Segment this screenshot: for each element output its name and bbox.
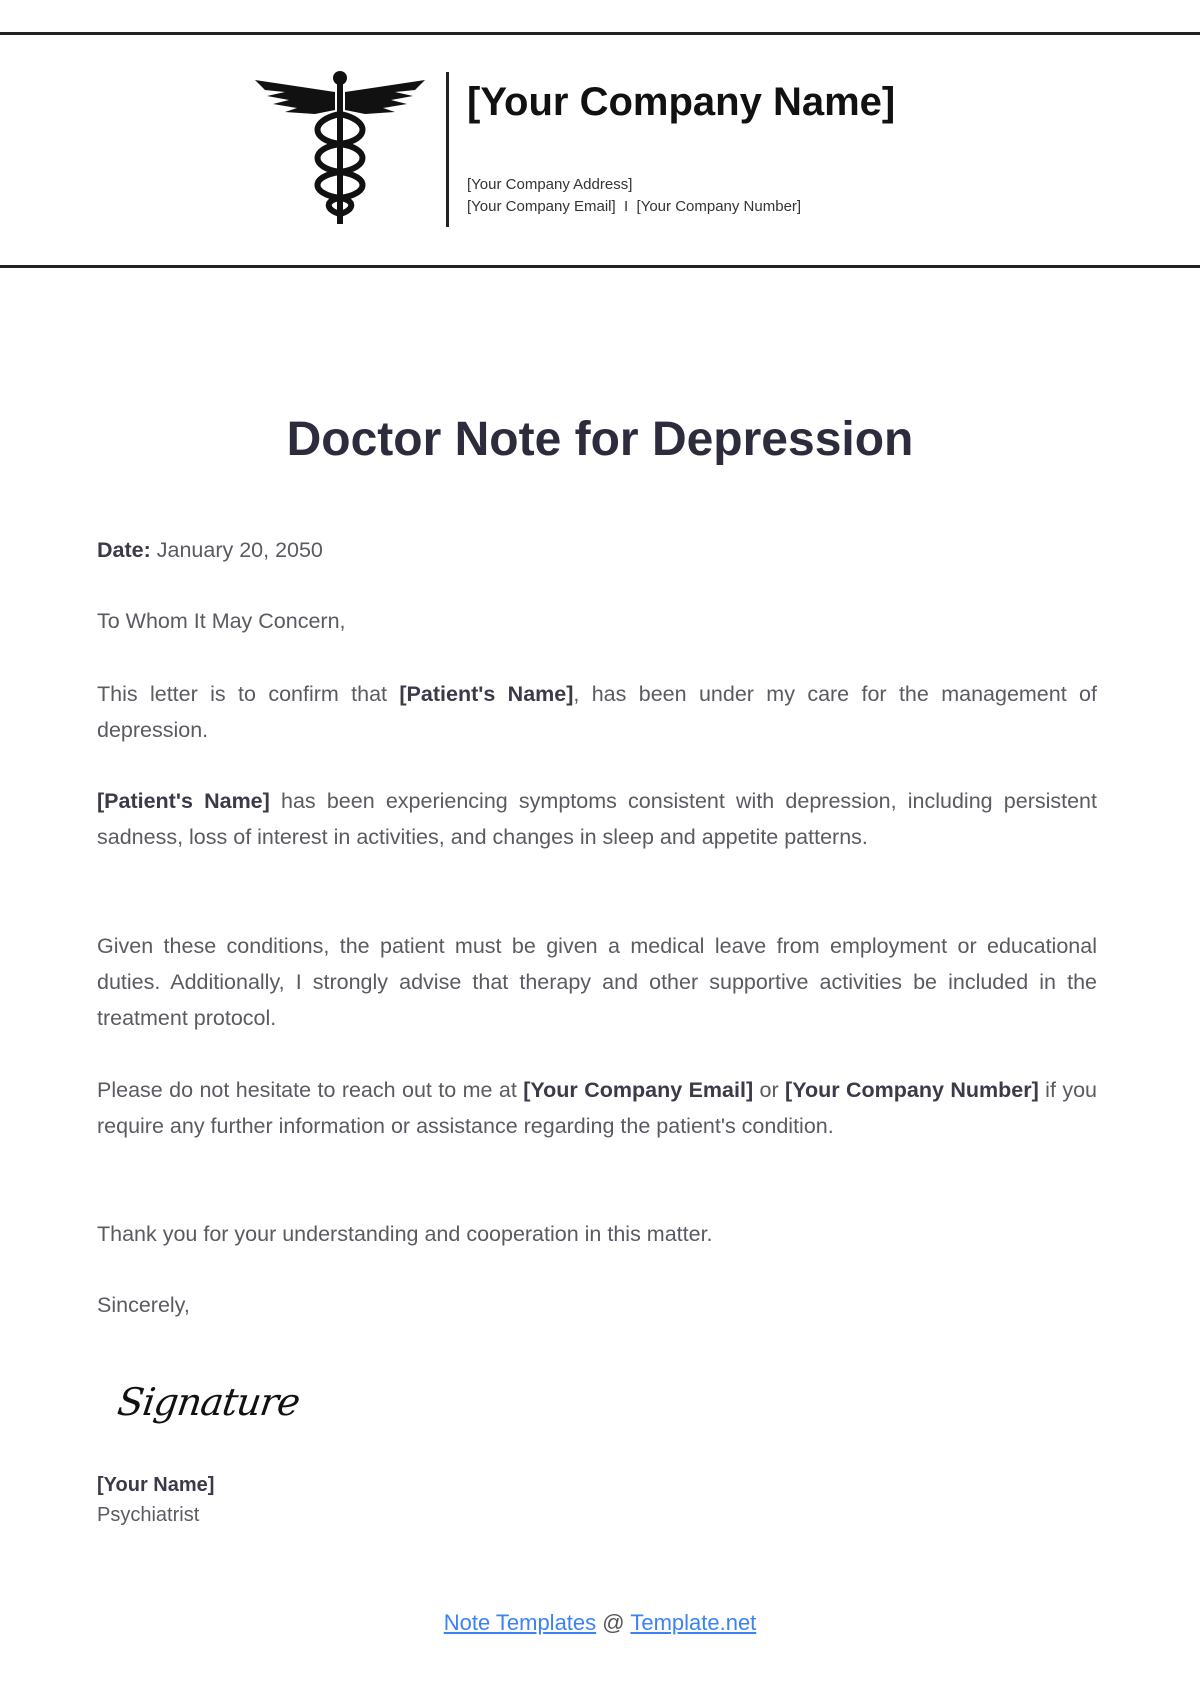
text: , has been under my care for the management of depression.: [97, 682, 1097, 742]
company-contact: [467, 198, 801, 215]
text: if you require any further information or assistance regarding the patient's condition.: [97, 1078, 1097, 1138]
closing: Sincerely,: [97, 1293, 190, 1317]
company-name: [Your Company Name]: [467, 80, 896, 124]
text: Please do not hesitate to reach out to me at: [97, 1078, 524, 1102]
header-bottom-rule: [0, 265, 1200, 268]
header-top-rule: [0, 32, 1200, 35]
thanks-line: Thank you for your understanding and cooperation in this matter.: [97, 1222, 713, 1246]
header-divider: [446, 72, 449, 227]
signer-name: [Your Name]: [97, 1474, 215, 1496]
footer-at: @: [596, 1610, 631, 1635]
company-address: [Your Company Address]: [467, 176, 633, 193]
company-number: [Your Company Number]: [636, 198, 802, 215]
paragraph-recommendation: Given these conditions, the patient must be given a medical leave from employment or educational duties. Additionally, I strongly advise that therapy and other supportive activities be included in the treatment protocol.: [97, 934, 1097, 1030]
date-line: [97, 532, 1097, 568]
text: or: [753, 1078, 786, 1102]
salutation: To Whom It May Concern,: [97, 609, 346, 633]
contact-separator: I: [624, 198, 629, 215]
paragraph-symptoms: [97, 783, 1097, 855]
caduceus-logo-icon: [255, 70, 425, 230]
signer-role: Psychiatrist: [97, 1504, 200, 1526]
text: has been experiencing symptoms consistent with depression, including persistent sadness, loss of interest in activities, and changes in sleep and appetite patterns.: [97, 789, 1097, 849]
signature: Signature: [114, 1380, 303, 1424]
company-number-ref: [Your Company Number]: [785, 1078, 1039, 1102]
paragraph-contact: [97, 1072, 1097, 1144]
paragraph-confirmation: [97, 676, 1097, 748]
note-templates-link[interactable]: Note Templates: [443, 1610, 597, 1635]
footer: [0, 1610, 1200, 1636]
patient-name: [Patient's Name]: [97, 789, 270, 813]
company-email-ref: [Your Company Email]: [523, 1078, 754, 1102]
template-net-link[interactable]: Template.net: [630, 1610, 757, 1635]
date-value: January 20, 2050: [150, 538, 323, 562]
patient-name: [Patient's Name]: [399, 682, 574, 706]
page-title: Doctor Note for Depression: [286, 413, 914, 466]
text: This letter is to confirm that: [97, 682, 400, 706]
company-email: [Your Company Email]: [467, 198, 616, 215]
date-label: Date:: [97, 538, 151, 562]
